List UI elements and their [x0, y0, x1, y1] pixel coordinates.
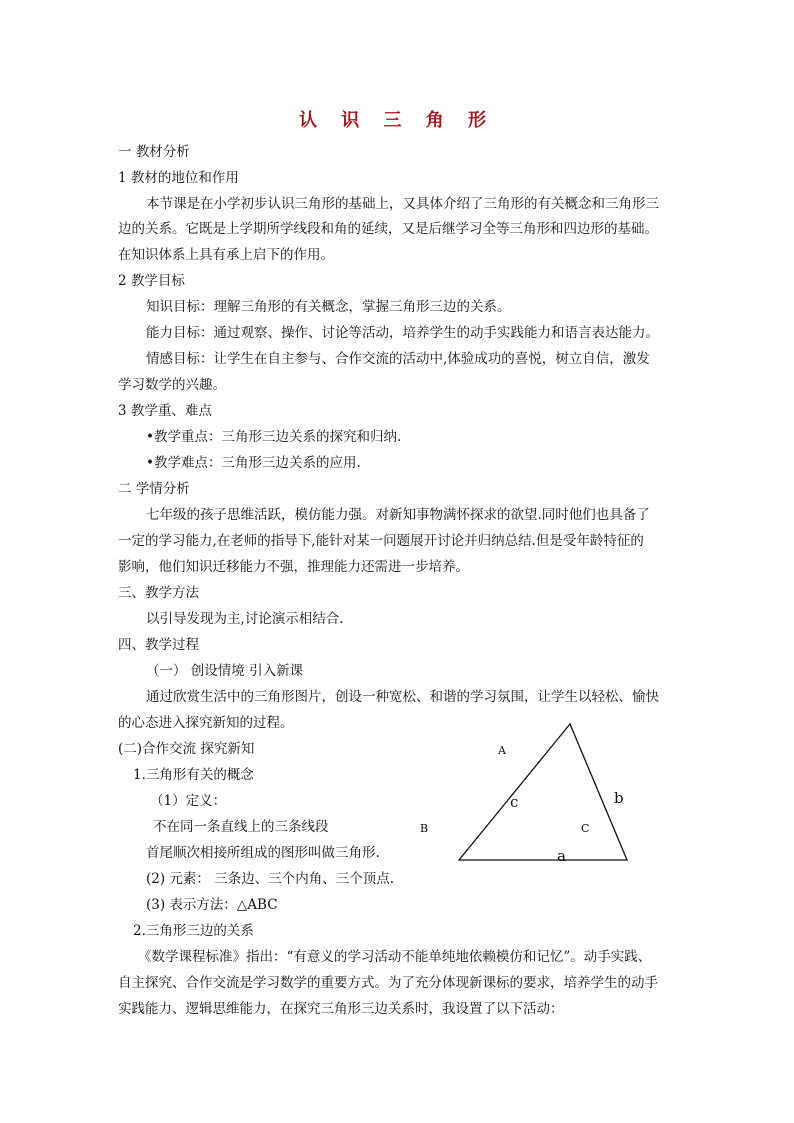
- paragraph-line: 本节课是在小学初步认识三角形的基础上，又具体介绍了三角形的有关概念和三角形三: [146, 196, 659, 212]
- section-1-2-heading: 2 教学目标: [118, 273, 185, 289]
- goal-ability: 能力目标：通过观察、操作、讨论等活动，培养学生的动手实践能力和语言表达能力。: [146, 325, 659, 341]
- section-4-heading: 四、教学过程: [118, 637, 199, 653]
- section-1-3-heading: 3 教学重、难点: [118, 403, 212, 419]
- side-label-c: c: [510, 793, 519, 811]
- definition-line: 首尾顺次相接所组成的图形叫做三角形.: [146, 845, 380, 861]
- section-2-heading: 二 学情分析: [118, 481, 190, 497]
- vertex-label-c: C: [581, 822, 590, 835]
- key-point: •教学重点：三角形三边关系的探究和归纳.: [146, 429, 402, 445]
- paragraph-line: 实践能力、逻辑思维能力，在探究三角形三边关系时，我设置了以下活动：: [118, 1001, 564, 1017]
- difficult-point: •教学难点：三角形三边关系的应用.: [146, 455, 361, 471]
- definition-heading: （1）定义：: [150, 793, 227, 809]
- vertex-label-b: B: [420, 822, 429, 835]
- notation-line: (3) 表示方法：△ABC: [146, 897, 278, 913]
- section-4-2-heading: (二)合作交流 探究新知: [118, 741, 255, 757]
- paragraph-line: 通过欣赏生活中的三角形图片，创设一种宽松、和谐的学习氛围，让学生以轻松、愉快: [146, 689, 659, 705]
- definition-line: 不在同一条直线上的三条线段: [153, 819, 329, 835]
- paragraph-line: 以引导发现为主,讨论演示相结合.: [146, 611, 344, 627]
- paragraph-line: 影响，他们知识迁移能力不强，推理能力还需进一步培养。: [118, 559, 469, 575]
- document-title: 认 识 三 角 形: [298, 110, 496, 131]
- paragraph-line: 自主探究、合作交流是学习数学的重要方式。为了充分体现新课标的要求，培养学生的动手: [118, 975, 658, 991]
- relation-heading: 2.三角形三边的关系: [133, 923, 254, 939]
- triangle-shape: [459, 724, 627, 860]
- section-3-heading: 三、教学方法: [118, 585, 199, 601]
- goal-emotion: 情感目标：让学生在自主参与、合作交流的活动中,体验成功的喜悦，树立自信，激发: [146, 351, 650, 367]
- side-label-b: b: [614, 789, 624, 807]
- concept-heading: 1.三角形有关的概念: [133, 767, 254, 783]
- paragraph-line: 在知识体系上具有承上启下的作用。: [118, 247, 334, 263]
- paragraph-line: 边的关系。它既是上学期所学线段和角的延续，又是后继学习全等三角形和四边形的基础。: [118, 221, 658, 237]
- paragraph-line: 七年级的孩子思维活跃，模仿能力强。对新知事物满怀探求的欲望.同时他们也具备了: [146, 507, 650, 523]
- vertex-label-a: A: [498, 744, 506, 757]
- side-label-a: a: [557, 847, 566, 865]
- goal-knowledge: 知识目标：理解三角形的有关概念，掌握三角形三边的关系。: [146, 299, 511, 315]
- paragraph-line: 《数学课程标准》指出：“有意义的学习活动不能单纯地依赖模仿和记忆”。动手实践、: [138, 949, 652, 965]
- section-1-heading: 一 教材分析: [118, 144, 190, 160]
- paragraph-line: 一定的学习能力,在老师的指导下,能针对某一问题展开讨论并归纳总结.但是受年龄特征的: [118, 533, 644, 549]
- triangle-figure: [450, 720, 635, 865]
- section-1-1-heading: 1 教材的地位和作用: [118, 170, 239, 186]
- elements-line: (2) 元素： 三条边、三个内角、三个顶点.: [146, 871, 394, 887]
- paragraph-line: 的心态进入探究新知的过程。: [118, 715, 294, 731]
- section-4-1-heading: （一） 创设情境 引入新课: [146, 663, 304, 679]
- goal-emotion-cont: 学习数学的兴趣。: [118, 377, 226, 393]
